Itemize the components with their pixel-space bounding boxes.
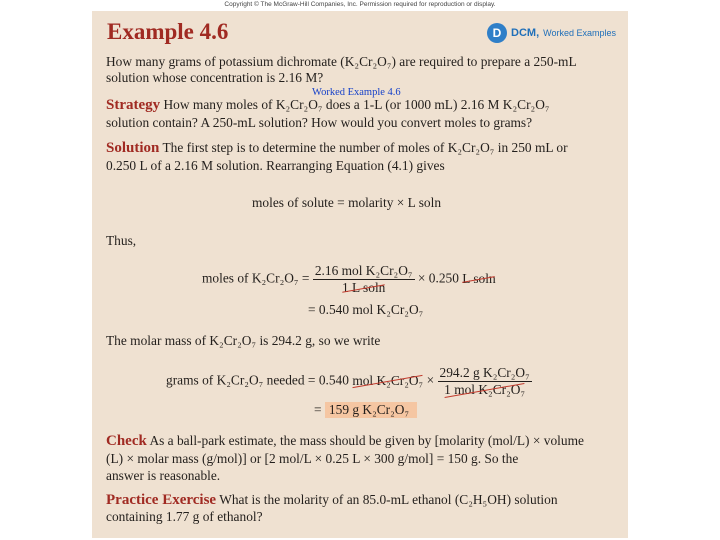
eq3-result-equals: = (314, 402, 322, 417)
strategy-text-1: How many moles of K₂Cr₂O₇ does a 1-L (or 1000 mL) 2.16 M K₂Cr₂O₇ (163, 97, 550, 112)
eq3-fraction (438, 365, 532, 398)
equation-moles-of-solute: moles of solute = molarity × L soln (252, 195, 442, 210)
solution-line-2: 0.250 L of a 2.16 M solution. Rearranging Equation (4.1) gives (106, 158, 445, 173)
eq2-cancelled: L soln (462, 270, 496, 286)
worked-example-panel (92, 11, 628, 538)
solution-heading: Solution (106, 140, 160, 156)
question-line-2: solution whose concentration is 2.16 M? (106, 70, 324, 85)
practice-heading: Practice Exercise (106, 492, 217, 508)
equation-grams (166, 365, 532, 398)
check-heading: Check (106, 433, 147, 449)
example-title: Example 4.6 (107, 19, 229, 44)
eq2-fraction (313, 263, 415, 296)
eq2-times: × 0.250 (417, 270, 459, 286)
eq3-denominator: 1 mol K₂Cr₂O₇ (438, 381, 532, 398)
check-line-3: answer is reasonable. (106, 468, 221, 483)
strategy-line-1 (106, 96, 550, 114)
badge-label: Worked Examples (543, 28, 616, 38)
eq3-times: × (426, 372, 435, 388)
molar-mass-line: The molar mass of K₂Cr₂O₇ is 294.2 g, so we write (106, 333, 381, 348)
question-line-1: How many grams of potassium dichromate (K₂Cr₂O₇) are required to prepare a 250-mL (106, 54, 577, 69)
equation-moles (202, 263, 496, 296)
badge-brand: DCM, (511, 27, 540, 39)
copyright-notice: Copyright © The McGraw-Hill Companies, Inc. Permission required for reproduction or display. (224, 1, 496, 8)
strategy-heading: Strategy (106, 97, 161, 113)
eq3-numerator: 294.2 g K₂Cr₂O₇ (439, 365, 530, 380)
solution-line-1 (106, 139, 568, 157)
check-line-2: (L) × molar mass (g/mol)] or [2 mol/L × 0.25 L × 300 g/mol] = 150 g. So the (106, 451, 519, 466)
check-text-1: As a ball-park estimate, the mass should be given by [molarity (mol/L) × volume (149, 433, 584, 448)
check-line-1 (106, 432, 584, 450)
overlay-caption: Worked Example 4.6 (312, 87, 401, 98)
eq2-lhs: moles of K₂Cr₂O₇ = (202, 270, 310, 286)
thus-text: Thus, (106, 233, 137, 248)
practice-line-2: containing 1.77 g of ethanol? (106, 509, 263, 524)
highlighted-answer: 159 g K₂Cr₂O₇ (325, 402, 417, 418)
eq3-cancelled: mol K₂Cr₂O₇ (352, 372, 424, 388)
eq2-result: = 0.540 mol K₂Cr₂O₇ (308, 302, 424, 317)
eq3-result-line (314, 402, 417, 418)
strategy-line-2: solution contain? A 250-mL solution? How would you convert moles to grams? (106, 115, 533, 130)
eq2-denominator: 1 L soln (313, 279, 415, 296)
dcm-badge[interactable] (487, 23, 616, 43)
eq3-lhs: grams of K₂Cr₂O₇ needed = 0.540 (166, 372, 349, 388)
practice-line-1 (106, 491, 558, 509)
eq2-numerator: 2.16 mol K₂Cr₂O₇ (314, 263, 413, 278)
practice-text-1: What is the molarity of an 85.0-mL ethanol (C₂H₅OH) solution (219, 492, 558, 507)
dcm-logo-icon: D (487, 23, 507, 43)
solution-text-1: The first step is to determine the number of moles of K₂Cr₂O₇ in 250 mL or (162, 140, 568, 155)
